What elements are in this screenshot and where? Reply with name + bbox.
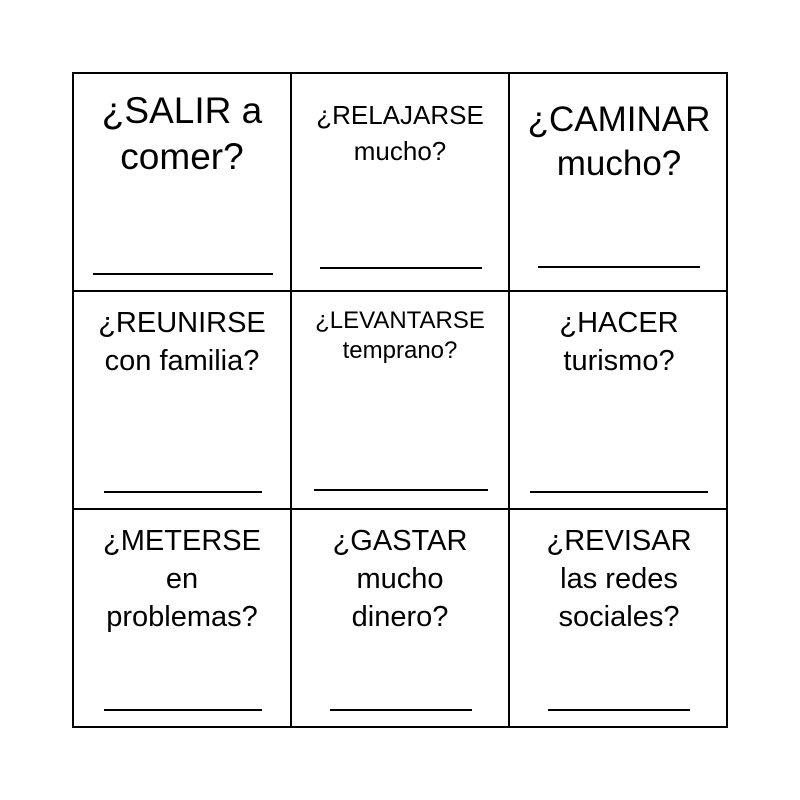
bingo-cell-levantarse-temprano[interactable] (292, 292, 510, 510)
bingo-cell-question: ¿REVISAR las redes sociales? (546, 525, 692, 633)
answer-blank-line (104, 709, 262, 711)
bingo-cell-question: ¿METERSE en problemas? (103, 525, 261, 633)
bingo-board (72, 72, 728, 728)
bingo-cell-relajarse-mucho[interactable] (292, 74, 510, 292)
answer-blank-line (330, 709, 472, 711)
bingo-cell-meterse-en-problemas[interactable] (74, 510, 292, 728)
bingo-cell-question: ¿HACER turismo? (559, 307, 679, 377)
bingo-cell-question: ¿CAMINAR mucho? (527, 100, 711, 183)
answer-blank-line (548, 709, 690, 711)
bingo-cell-question: ¿GASTAR mucho dinero? (332, 525, 468, 633)
bingo-cell-question: ¿SALIR a comer? (101, 90, 263, 177)
answer-blank-line (104, 491, 262, 493)
answer-blank-line (530, 491, 708, 493)
bingo-cell-question: ¿LEVANTARSE temprano? (315, 307, 485, 364)
bingo-cell-caminar-mucho[interactable] (510, 74, 728, 292)
answer-blank-line (93, 273, 273, 275)
answer-blank-line (314, 489, 488, 491)
bingo-cell-question: ¿RELAJARSE mucho? (316, 100, 484, 166)
answer-blank-line (320, 267, 482, 269)
bingo-cell-gastar-mucho-dinero[interactable] (292, 510, 510, 728)
bingo-cell-question: ¿REUNIRSE con familia? (98, 307, 266, 377)
answer-blank-line (538, 266, 700, 268)
bingo-cell-salir-a-comer[interactable] (74, 74, 292, 292)
bingo-cell-reunirse-con-familia[interactable] (74, 292, 292, 510)
bingo-cell-revisar-redes-sociales[interactable] (510, 510, 728, 728)
bingo-cell-hacer-turismo[interactable] (510, 292, 728, 510)
